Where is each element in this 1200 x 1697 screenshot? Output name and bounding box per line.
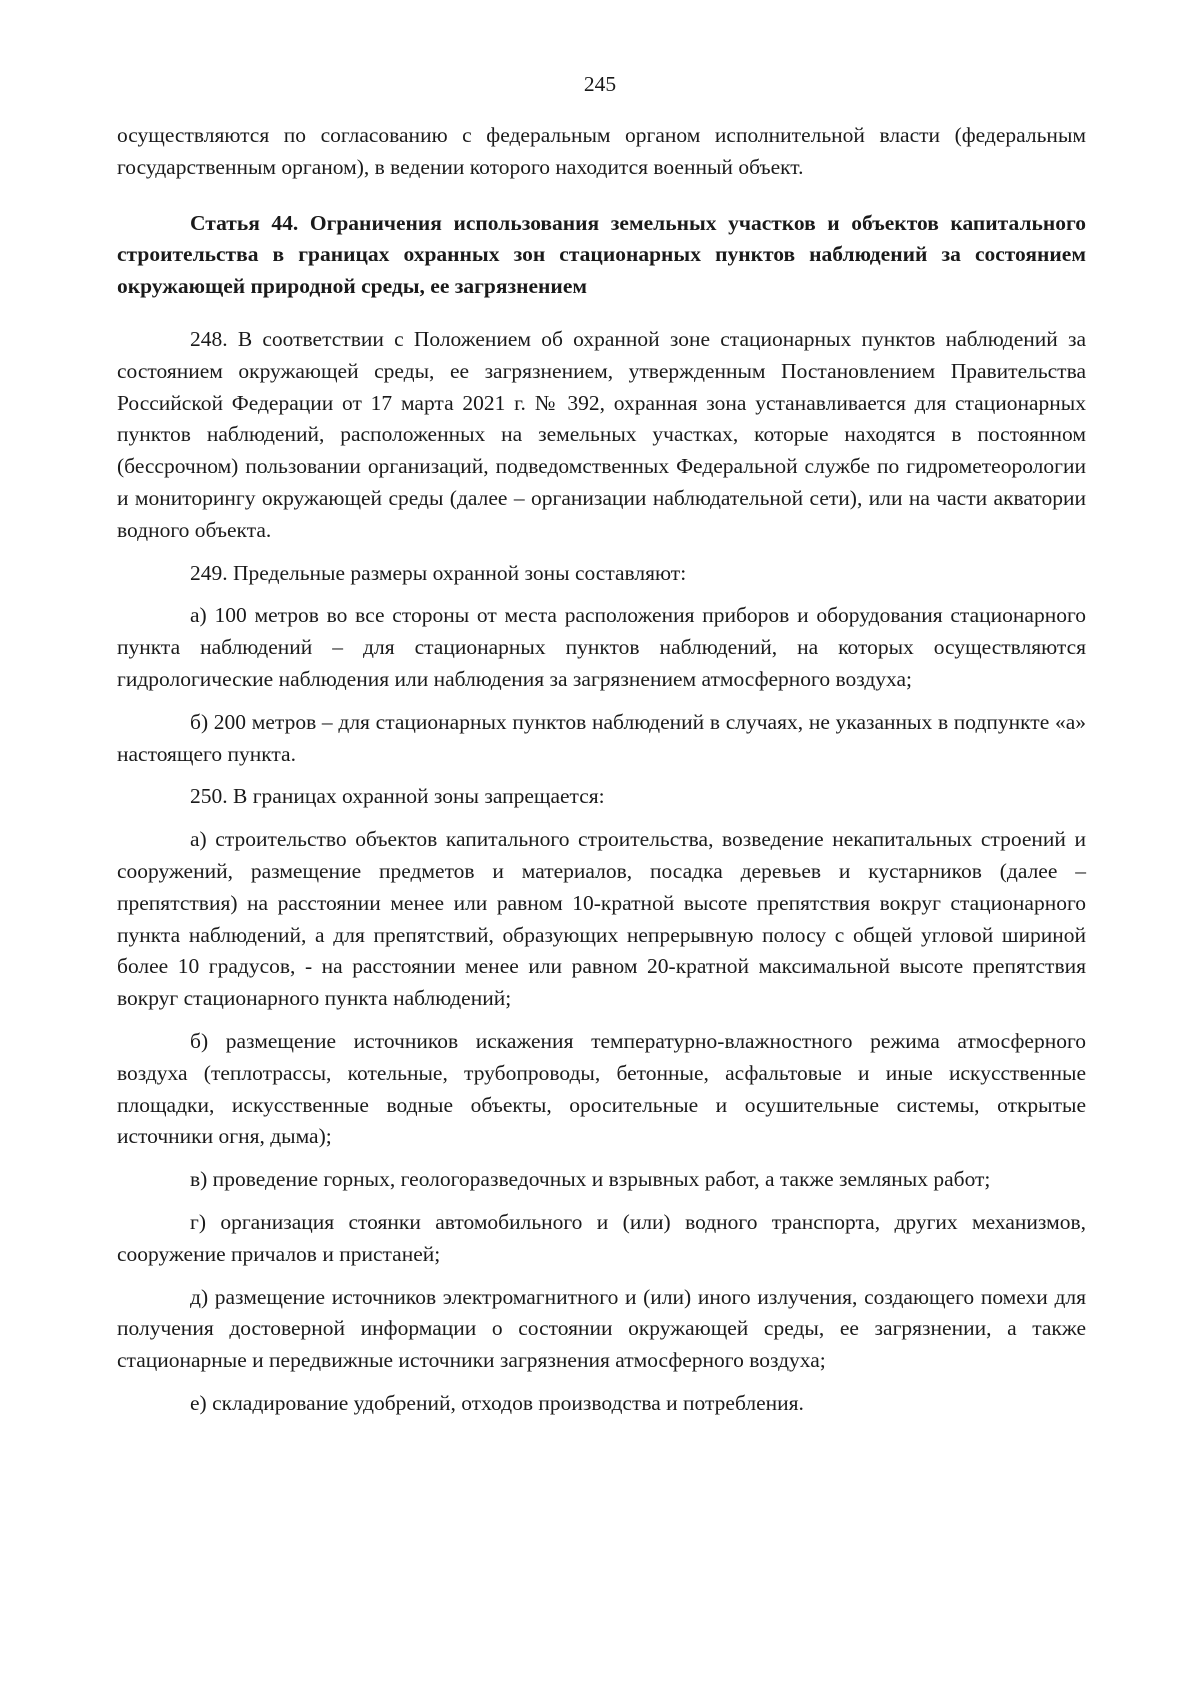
document-body xyxy=(117,120,1086,1420)
paragraph-250: 250. В границах охранной зоны запрещается: xyxy=(190,784,605,809)
intro-paragraph: осуществляются по согласованию с федеральным органом исполнительной власти (федеральным государственным органом), в ведении которого находится военный объект. xyxy=(117,123,1086,179)
paragraph-250-d: д) размещение источников электромагнитного и (или) иного излучения, создающего помехи для получения достоверной информации о состоянии окружающей среды, ее загрязнении, а также стационарные и передвижные источники загрязнения атмосферного воздуха; xyxy=(117,1284,1086,1373)
paragraph-249-b: б) 200 метров – для стационарных пунктов наблюдений в случаях, не указанных в подпункте «а» настоящего пункта. xyxy=(117,709,1086,766)
paragraph-249-a: а) 100 метров во все стороны от места расположения приборов и оборудования стационарного пункта наблюдений – для стационарных пунктов наблюдений, на которых осуществляются гидрологические наблюдения или наблюдения за загрязнением атмосферного воздуха; xyxy=(117,603,1086,692)
page-number: 245 xyxy=(583,72,617,96)
paragraph-250-g: г) организация стоянки автомобильного и (или) водного транспорта, других механизмов, сооружение причалов и пристаней; xyxy=(117,1210,1086,1266)
article-title: Ограничения использования земельных участков и объектов капитального строительства в границах охранных зон стационарных пунктов наблюдений за состоянием окружающей природной среды, ее загрязнением xyxy=(117,210,1086,298)
paragraph-249: 249. Предельные размеры охранной зоны составляют: xyxy=(190,560,687,585)
paragraph-250-e: е) складирование удобрений, отходов производства и потребления. xyxy=(190,1391,804,1415)
paragraph-250-v: в) проведение горных, геологоразведочных и взрывных работ, а также земляных работ; xyxy=(190,1167,991,1192)
paragraph-248: 248. В соответствии с Положением об охранной зоне стационарных пунктов наблюдений за состоянием окружающей среды, ее загрязнением, утвержденным Постановлением Правительства Российской Федерации от 17 марта 2021 г. № 392, охранная зона устанавливается для стационарных пунктов наблюдений, расположенных на земельных участках, которые находятся в постоянном (бессрочном) пользовании организаций, подведомственных Федеральной службе по гидрометеорологии и мониторингу окружающей среды (далее – организации наблюдательной сети), или на части акватории водного объекта. xyxy=(117,327,1086,542)
article-number: Статья 44. xyxy=(190,210,299,235)
article-heading xyxy=(117,208,1086,303)
paragraph-250-a: а) строительство объектов капитального строительства, возведение некапитальных строений и сооружений, размещение предметов и материалов, посадка деревьев и кустарников (далее – препятствия) на расстоянии менее или равном 10-кратной высоте препятствия вокруг стационарного пункта наблюдений, а для препятствий, образующих непрерывную полосу с общей угловой шириной более 10 градусов, - на расстоянии менее или равном 20-кратной максимальной высоте препятствия вокруг стационарного пункта наблюдений; xyxy=(117,827,1086,1011)
paragraph-250-b: б) размещение источников искажения температурно-влажностного режима атмосферного воздуха (теплотрассы, котельные, трубопроводы, бетонные, асфальтовые и иные искусственные площадки, искусственные водные объекты, оросительные и осушительные системы, открытые источники огня, дыма); xyxy=(117,1029,1086,1149)
